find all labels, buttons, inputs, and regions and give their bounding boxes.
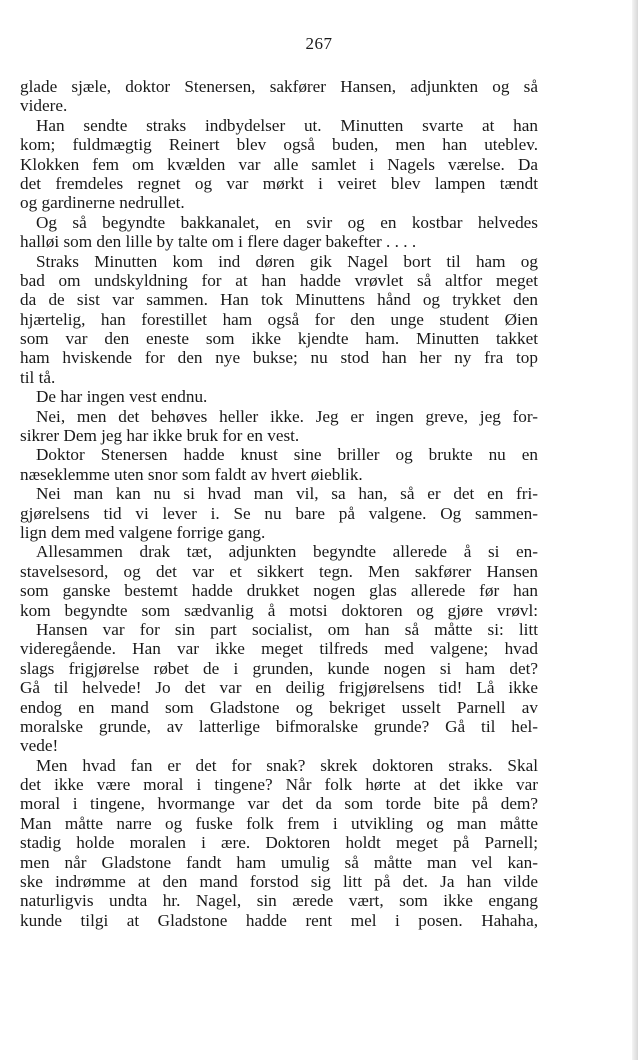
text-line: videregående. Han var ikke meget tilfreds med valgene; hvad — [20, 639, 538, 659]
text-line: Gå til helvede! Jo det var en deilig frigjørelsens tid! Lå ikke — [20, 678, 538, 698]
text-line: ham hviskende for den nye bukse; nu stod han her ny fra top — [20, 348, 538, 368]
text-line: stadig holde moralen i ære. Doktoren holdt meget på Parnell; — [20, 833, 538, 853]
body-text — [20, 77, 538, 930]
page-edge-shadow — [632, 0, 638, 1060]
text-line: halløi som den lille by talte om i flere dager bakefter . . . . — [20, 232, 417, 252]
text-line: Klokken fem om kvælden var alle samlet i Nagels værelse. Da — [20, 154, 538, 174]
text-line: slags frigjørelse røbet de i grunden, kunde nogen si ham det? — [20, 658, 538, 678]
text-line: Og så begyndte bakkanalet, en svir og en kostbar helvedes — [36, 212, 538, 232]
text-line: det ikke være moral i tingene? Når folk hørte at det ikke var — [20, 775, 538, 795]
text-line: gjørelsens tid vi lever i. Se nu bare på valgene. Og sammen- — [20, 503, 538, 523]
text-line: næseklemme uten snor som faldt av hvert øieblik. — [20, 464, 363, 484]
text-line: som ganske bestemt hadde drukket nogen glas allerede før han — [20, 581, 538, 601]
text-line: moralske grunde, av latterlige bifmoralske grunde? Gå til hel- — [20, 716, 538, 736]
text-line: til tå. — [20, 367, 56, 387]
text-line: Han sendte straks indbydelser ut. Minutten svarte at han — [36, 115, 538, 135]
text-line: Nei man kan nu si hvad man vil, sa han, så er det en fri- — [36, 484, 538, 504]
text-line: vede! — [20, 736, 59, 756]
text-line: Men hvad fan er det for snak? skrek doktoren straks. Skal — [36, 755, 538, 775]
text-line: kunde tilgi at Gladstone hadde rent mel i posen. Hahaha, — [20, 910, 538, 930]
text-line: bad om undskyldning for at han hadde vrøvlet så altfor meget — [20, 270, 538, 290]
text-line: moral i tingene, hvormange var det da som torde bite på dem? — [20, 794, 538, 814]
text-line: De har ingen vest endnu. — [36, 387, 208, 407]
text-line: glade sjæle, doktor Stenersen, sakfører Hansen, adjunkten og så — [20, 77, 538, 96]
text-line: og gardinerne nedrullet. — [20, 193, 185, 213]
text-line: hjærtelig, han forestillet ham også for den unge student Øien — [20, 309, 538, 329]
text-line: Hansen var for sin part socialist, om han så måtte si: litt — [36, 619, 538, 639]
text-line: sikrer Dem jeg har ikke bruk for en vest. — [20, 426, 300, 446]
text-line: videre. — [20, 96, 68, 116]
text-line: naturligvis undta hr. Nagel, sin ærede vært, som ikke engang — [20, 891, 538, 911]
text-line: da de sist var sammen. Han tok Minuttens hånd og trykket den — [20, 290, 538, 310]
text-line: kom begyndte som sædvanlig å motsi doktoren og gjøre vrøvl: — [20, 600, 538, 620]
text-line: Doktor Stenersen hadde knust sine briller og brukte nu en — [36, 445, 538, 465]
text-line: endog en mand som Gladstone og bekriget usselt Parnell av — [20, 697, 538, 717]
text-line: Straks Minutten kom ind døren gik Nagel bort til ham og — [36, 251, 538, 271]
text-line: som var den eneste som ikke kjendte ham. Minutten takket — [20, 329, 538, 349]
page-number: 267 — [305, 34, 333, 53]
text-line: det fremdeles regnet og var mørkt i veiret blev lampen tændt — [20, 173, 538, 193]
text-line: Nei, men det behøves heller ikke. Jeg er ingen greve, jeg for- — [36, 406, 538, 426]
text-line: men når Gladstone fandt ham umulig så måtte man vel kan- — [20, 852, 538, 872]
text-line: stavelsesord, og det var et sikkert tegn. Men sakfører Hansen — [20, 561, 538, 581]
text-line: lign dem med valgene forrige gang. — [20, 522, 266, 542]
text-line: Allesammen drak tæt, adjunkten begyndte allerede å si en- — [36, 542, 538, 562]
text-line: Man måtte narre og fuske folk frem i utvikling og man måtte — [20, 813, 538, 833]
text-line: kom; fuldmægtig Reinert blev også buden, men han uteblev. — [20, 135, 538, 155]
text-line: ske indrømme at den mand forstod sig litt på det. Ja han vilde — [20, 872, 538, 892]
